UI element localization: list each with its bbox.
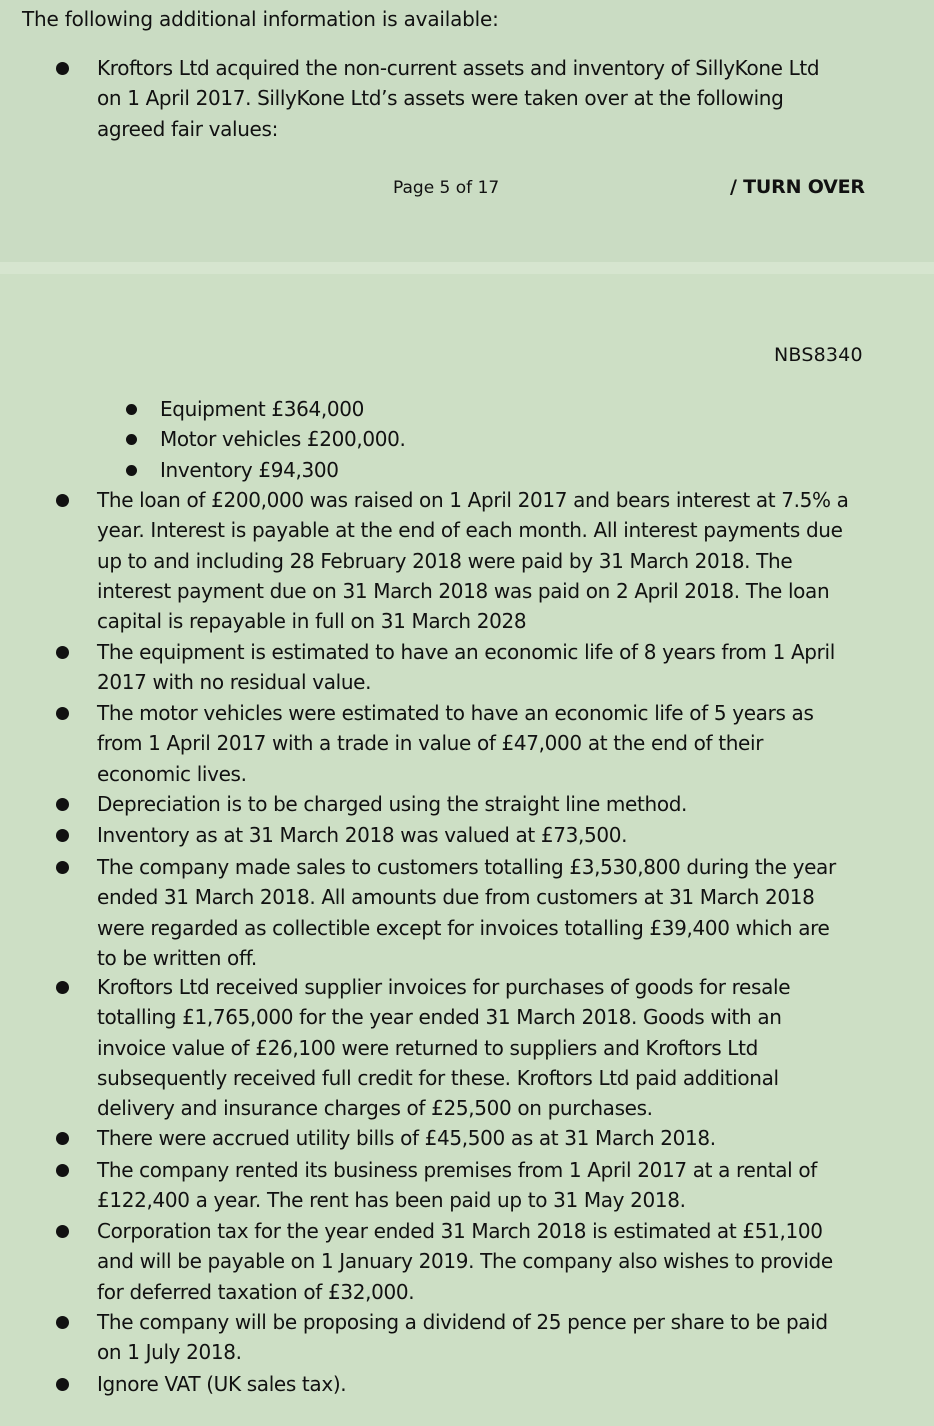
text-line: agreed fair values:	[97, 116, 278, 141]
text-line: economic lives.	[97, 761, 247, 786]
accrued-utilities-bullet	[97, 1123, 877, 1153]
text-line: ended 31 March 2018. All amounts due from customers at 31 March 2018	[97, 885, 815, 910]
bullet-icon	[56, 1378, 69, 1391]
bullet-icon	[56, 829, 69, 842]
text-line: delivery and insurance charges of £25,500 on purchases.	[97, 1096, 653, 1121]
sub-bullet-icon	[126, 434, 137, 445]
text-line: £122,400 a year. The rent has been paid up to 31 May 2018.	[97, 1188, 686, 1213]
text-line: interest payment due on 31 March 2018 was paid on 2 April 2018. The loan	[97, 578, 830, 603]
fair-value-equipment: Equipment £364,000	[160, 397, 365, 421]
text-line: were regarded as collectible except for invoices totalling £39,400 which are	[97, 915, 830, 940]
acquisition-bullet	[97, 53, 877, 144]
fair-value-motor-vehicles: Motor vehicles £200,000.	[160, 427, 406, 451]
bullet-icon	[56, 1164, 69, 1177]
text-line: The company made sales to customers totalling £3,530,800 during the year	[97, 855, 836, 879]
bullet-icon	[56, 1225, 69, 1238]
text-line: from 1 April 2017 with a trade in value of £47,000 at the end of their	[97, 731, 764, 756]
text-line: Inventory as at 31 March 2018 was valued at £73,500.	[97, 823, 628, 847]
bullet-icon	[56, 62, 69, 75]
bullet-icon	[56, 861, 69, 874]
bullet-icon	[56, 646, 69, 659]
depreciation-bullet	[97, 789, 877, 819]
text-line: 2017 with no residual value.	[97, 670, 372, 695]
text-line: totalling £1,765,000 for the year ended 31 March 2018. Goods with an	[97, 1005, 782, 1030]
vat-bullet	[97, 1369, 877, 1399]
turn-over-label: / TURN OVER	[730, 176, 865, 198]
motor-vehicles-life-bullet	[97, 698, 877, 789]
text-line: Ignore VAT (UK sales tax).	[97, 1372, 347, 1396]
bullet-icon	[56, 707, 69, 720]
text-line: year. Interest is payable at the end of each month. All interest payments due	[97, 518, 843, 543]
text-line: on 1 April 2017. SillyKone Ltd’s assets were taken over at the following	[97, 86, 784, 111]
text-line: on 1 July 2018.	[97, 1340, 242, 1365]
text-line: subsequently received full credit for these. Kroftors Ltd paid additional	[97, 1065, 779, 1090]
text-line: Kroftors Ltd received supplier invoices for purchases of goods for resale	[97, 975, 791, 999]
dividend-bullet	[97, 1307, 877, 1368]
text-line: The company rented its business premises from 1 April 2017 at a rental of	[97, 1158, 817, 1182]
text-line: The company will be proposing a dividend of 25 pence per share to be paid	[97, 1310, 828, 1334]
text-line: up to and including 28 February 2018 were paid by 31 March 2018. The	[97, 548, 793, 573]
text-line: Corporation tax for the year ended 31 March 2018 is estimated at £51,100	[97, 1219, 823, 1243]
bullet-icon	[56, 494, 69, 507]
bullet-icon	[56, 981, 69, 994]
equipment-life-bullet	[97, 637, 877, 698]
sub-bullet-icon	[126, 404, 137, 415]
sub-bullet-icon	[126, 465, 137, 476]
text-line: capital is repayable in full on 31 March 2028	[97, 609, 527, 634]
fair-value-inventory: Inventory £94,300	[160, 458, 339, 482]
text-line: The equipment is estimated to have an economic life of 8 years from 1 April	[97, 640, 835, 664]
text-line: Depreciation is to be charged using the straight line method.	[97, 792, 688, 816]
bullet-icon	[56, 1316, 69, 1329]
page-break	[0, 262, 934, 274]
page-number: Page 5 of 17	[393, 178, 500, 198]
purchases-bullet	[97, 972, 877, 1123]
bullet-icon	[56, 798, 69, 811]
closing-inventory-bullet	[97, 820, 877, 850]
intro-text: The following additional information is available:	[22, 7, 499, 31]
text-line: and will be payable on 1 January 2019. The company also wishes to provide	[97, 1249, 833, 1274]
text-line: to be written off.	[97, 945, 257, 970]
sales-bullet	[97, 852, 877, 973]
module-code: NBS8340	[774, 344, 863, 366]
rent-bullet	[97, 1155, 877, 1216]
text-line: for deferred taxation of £32,000.	[97, 1279, 415, 1304]
loan-bullet	[97, 485, 877, 636]
text-line: The motor vehicles were estimated to have an economic life of 5 years as	[97, 701, 814, 725]
text-line: The loan of £200,000 was raised on 1 April 2017 and bears interest at 7.5% a	[97, 488, 849, 512]
text-line: There were accrued utility bills of £45,500 as at 31 March 2018.	[97, 1126, 716, 1150]
bullet-icon	[56, 1132, 69, 1145]
text-line: Kroftors Ltd acquired the non-current assets and inventory of SillyKone Ltd	[97, 56, 820, 80]
corporation-tax-bullet	[97, 1216, 877, 1307]
text-line: invoice value of £26,100 were returned to suppliers and Kroftors Ltd	[97, 1035, 758, 1060]
